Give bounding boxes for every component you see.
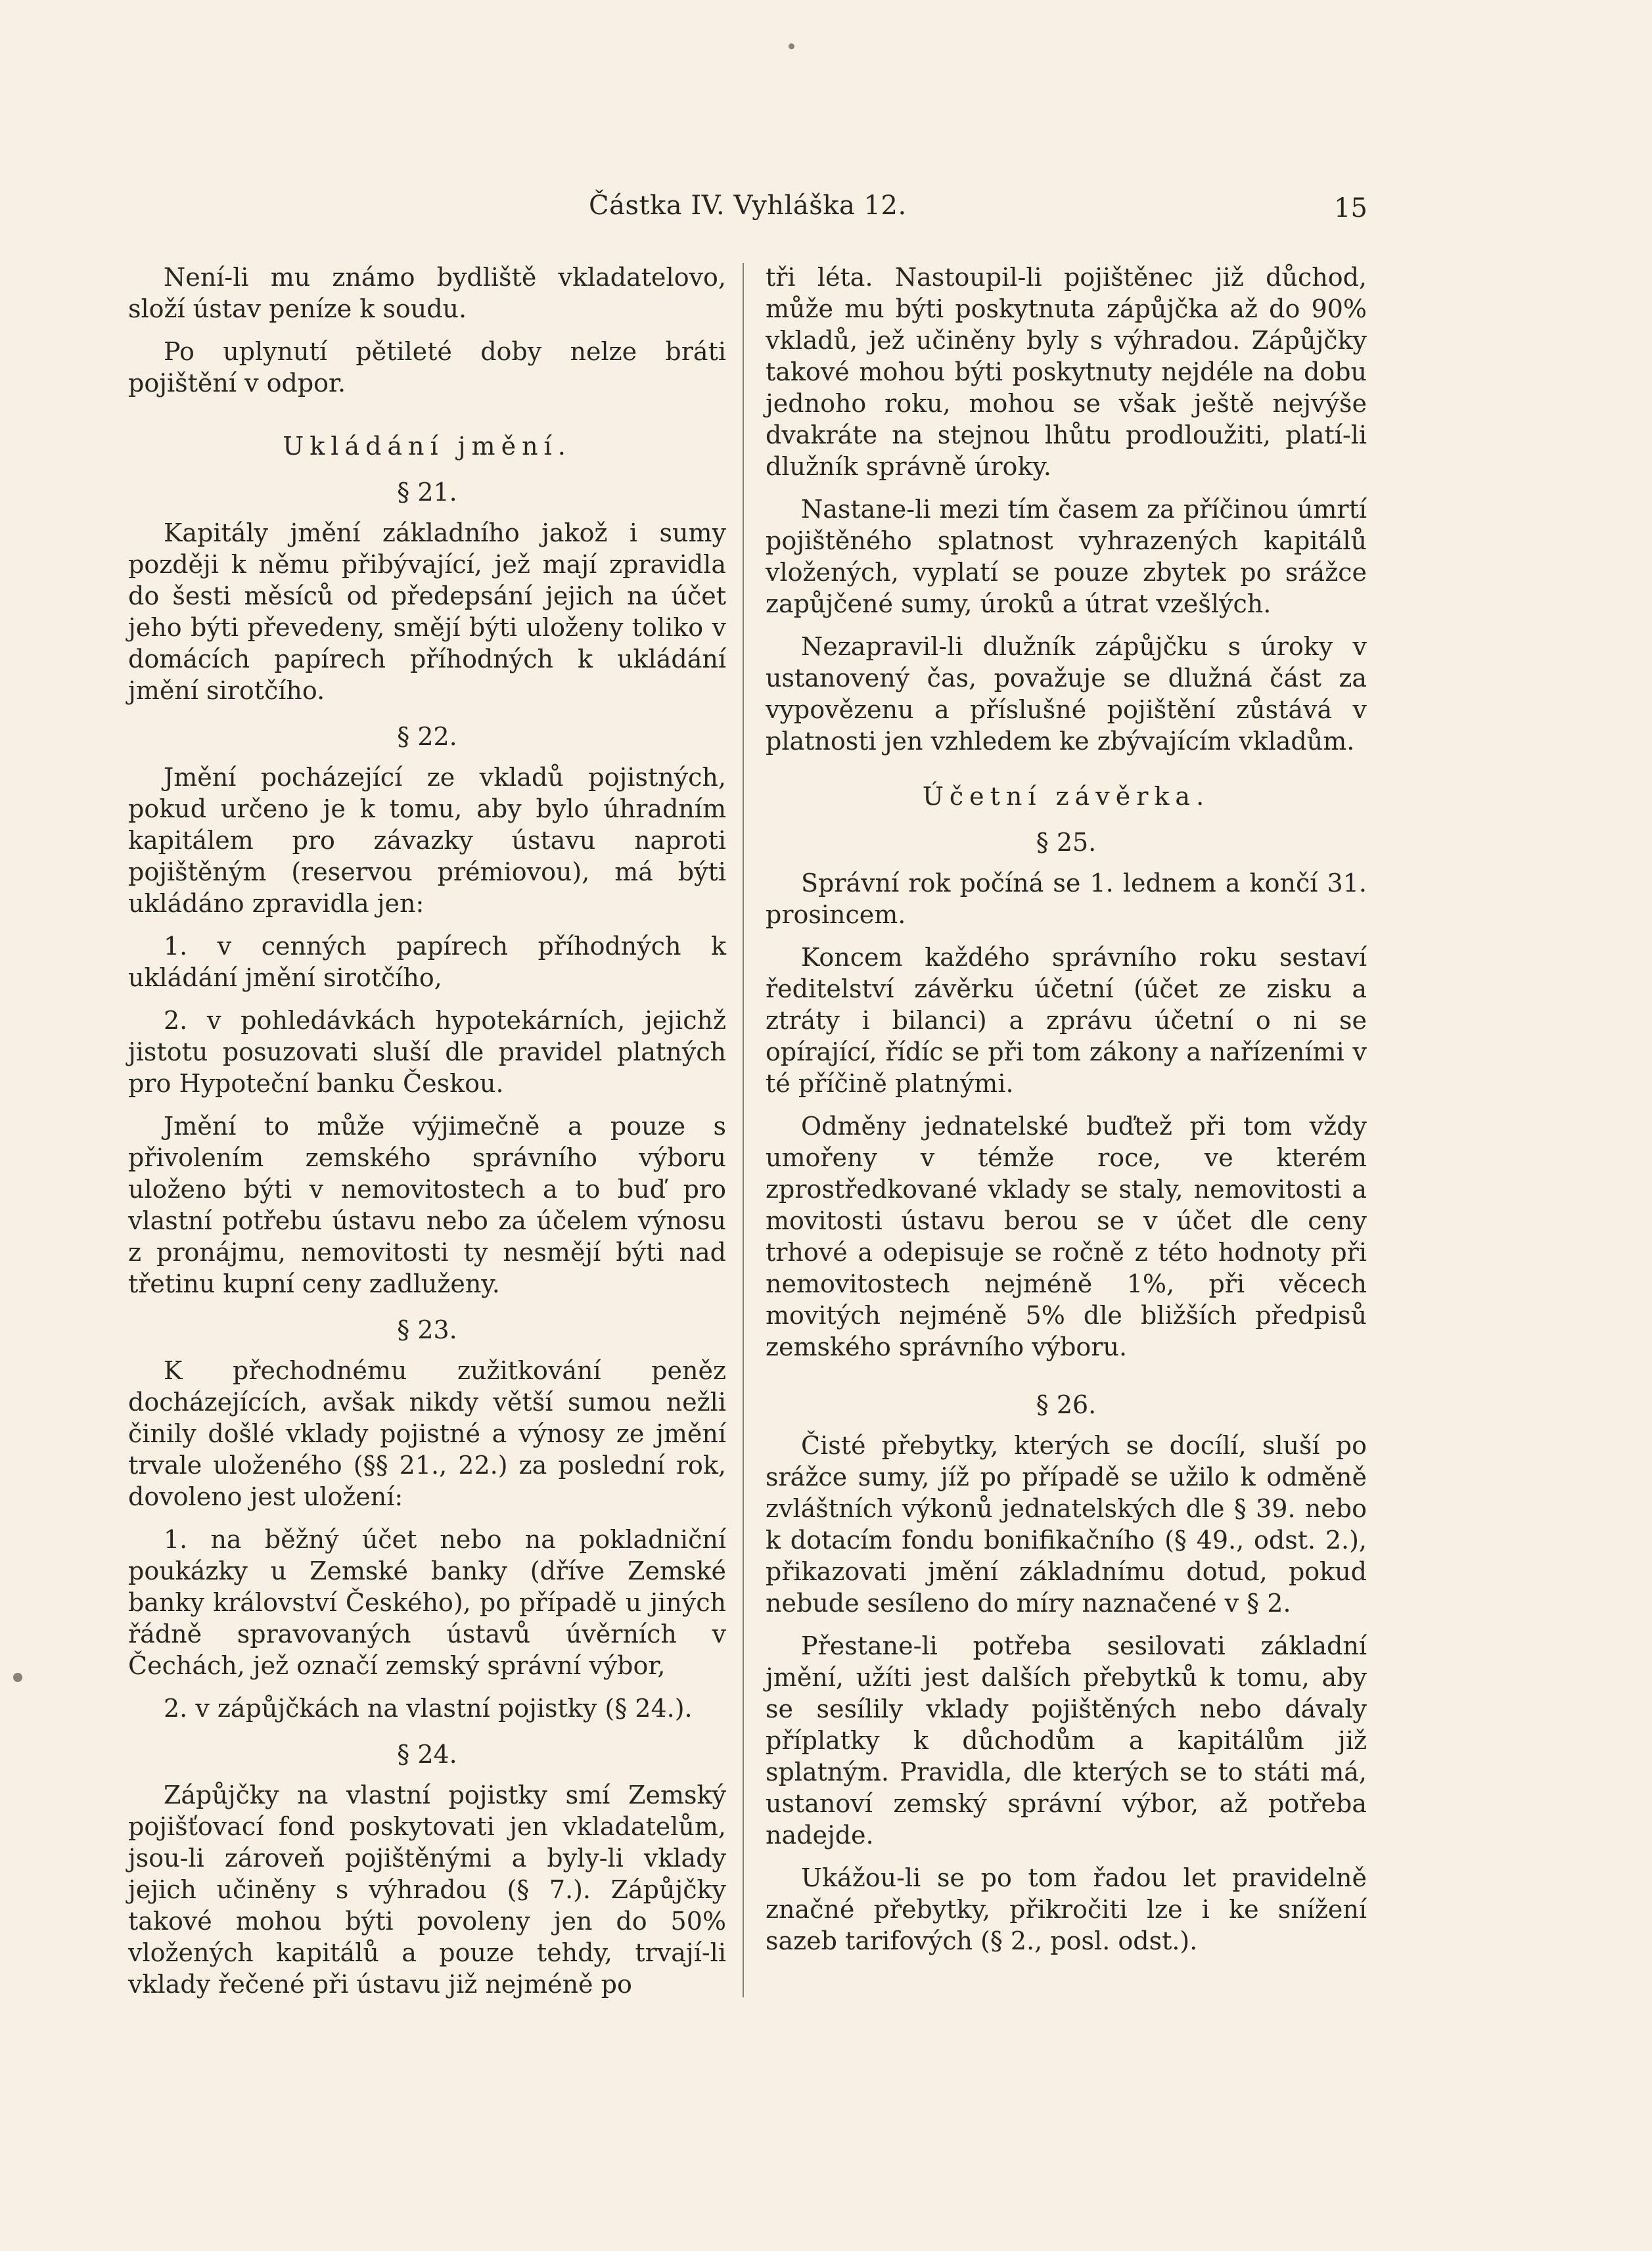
paragraph: Jmění to může výjimečně a pouze s přivolením zemského správního výboru uloženo býti v nemovitostech a to buď pro vlastní potřebu ústavu nebo za účelem výnosu z pronájmu, nemovitosti ty nesmějí býti nad třetinu kupní ceny zadluženy.	[128, 1112, 726, 1298]
paragraph: K přechodnému zužitkování peněz docházejících, avšak nikdy větší sumou nežli činily došlé vklady pojistné a výnosy ze jmění trvale uloženého (§§ 21., 22.) za poslední rok, dovoleno jest uložení:	[128, 1356, 726, 1511]
paper-speck	[789, 43, 794, 49]
page-header	[0, 191, 1652, 230]
right-column	[766, 261, 1367, 1968]
paragraph: Není-li mu známo bydliště vkladatelovo, složí ústav peníze k soudu.	[128, 263, 726, 323]
section-number: § 23.	[397, 1315, 457, 1344]
list-item: 2. v zápůjčkách na vlastní pojistky (§ 24.).	[164, 1694, 693, 1723]
list-item: 2. v pohledávkách hypotekárních, jejichž jistotu posuzovati sluší dle pravidel platných pro Hypoteční banku Českou.	[128, 1006, 726, 1098]
paragraph: Přestane-li potřeba sesilovati základní jmění, užíti jest dalších přebytků k tomu, aby se sesílily vklady pojištěných nebo dávaly příplatky k důchodům a kapitálům již splatným. Pravidla, dle kterých se to státi má, ustanoví zemský správní výbor, až potřeba nadejde.	[766, 1631, 1367, 1850]
paragraph: Nezapravil-li dlužník zápůjčku s úroky v ustanovený čas, považuje se dlužná část za vypovězenu a příslušné pojištění zůstává v platnosti jen vzhledem ke zbývajícím vkladům.	[766, 632, 1367, 756]
section-number: § 24.	[397, 1740, 457, 1769]
section-number: § 22.	[397, 722, 457, 751]
section-heading: Účetní závěrka.	[922, 782, 1210, 811]
paragraph: Čisté přebytky, kterých se docílí, sluší po srážce sumy, jíž po případě se užilo k odměně zvláštních výkonů jednatelských dle § 39. nebo k dotacím fondu bonifikačního (§ 49., odst. 2.), přikazovati jmění základnímu dotud, pokud nebude sesíleno do míry naznačené v § 2.	[766, 1431, 1367, 1618]
section-number: § 21.	[397, 478, 457, 507]
paragraph: Po uplynutí pětileté doby nelze bráti pojištění v odpor.	[128, 337, 726, 398]
left-column	[128, 261, 726, 2011]
section-number: § 26.	[1036, 1390, 1097, 1419]
paragraph-continuation: tři léta. Nastoupil-li pojištěnec již důchod, může mu býti poskytnuta zápůjčka až do 90% vkladů, jež učiněny byly s výhradou. Zápůjčky takové mohou býti poskytnuty nejdéle na dobu jednoho roku, mohou se však ještě nejvýše dvakráte na stejnou lhůtu prodloužiti, platí-li dlužník správně úroky.	[766, 263, 1367, 481]
paragraph: Odměny jednatelské buďtež při tom vždy umořeny v témže roce, ve kterém zprostředkované vklady se staly, nemovitosti a movitosti ústavu berou se v účet dle ceny trhové a odepisuje se ročně z této hodnoty při nemovitostech nejméně 1%, při věcech movitých nejméně 5% dle bližších předpisů zemského správního výboru.	[766, 1112, 1367, 1361]
paragraph: Jmění pocházející ze vkladů pojistných, pokud určeno je k tomu, aby bylo úhradním kapitálem pro závazky ústavu naproti pojištěným (reservou prémiovou), má býti ukládáno zpravidla jen:	[128, 763, 726, 918]
list-item: 1. na běžný účet nebo na pokladniční poukázky u Zemské banky (dříve Zemské banky království Českého), po případě u jiných řádně spravovaných ústavů úvěrních v Čechách, jež označí zemský správní výbor,	[128, 1525, 726, 1680]
header-title: Částka IV. Vyhláška 12.	[589, 191, 907, 221]
paragraph: Koncem každého správního roku sestaví ředitelství závěrku účetní (účet ze zisku a ztráty i bilanci) a zprávu účetní o ni se opírající, řídíc se při tom zákony a nařízeními v té příčině platnými.	[766, 943, 1367, 1098]
column-divider	[743, 263, 744, 1997]
paper-speck	[13, 1673, 22, 1682]
section-heading: Ukládání jmění.	[283, 432, 572, 461]
paragraph: Ukážou-li se po tom řadou let pravidelně značné přebytky, přikročiti lze i ke snížení sazeb tarifových (§ 2., posl. odst.).	[766, 1863, 1367, 1955]
section-number: § 25.	[1036, 828, 1097, 857]
paragraph: Správní rok počíná se 1. lednem a končí 31. prosincem.	[766, 869, 1367, 929]
paragraph: Nastane-li mezi tím časem za příčinou úmrtí pojištěného splatnost vyhrazených kapitálů vložených, vyplatí se pouze zbytek po srážce zapůjčené sumy, úroků a útrat vzešlých.	[766, 495, 1367, 618]
paragraph: Kapitály jmění základního jakož i sumy později k němu přibývající, jež mají zpravidla do šesti měsíců od předepsání jejich na účet jeho býti převedeny, smějí býti uloženy toliko v domácích papírech příhodných k ukládání jmění sirotčího.	[128, 518, 726, 705]
list-item: 1. v cenných papírech příhodných k ukládání jmění sirotčího,	[128, 932, 726, 992]
page-number: 15	[1334, 193, 1367, 223]
paragraph: Zápůjčky na vlastní pojistky smí Zemský pojišťovací fond poskytovati jen vkladatelům, jsou-li zároveň pojištěnými a byly-li vklady jejich učiněny s výhradou (§ 7.). Zápůjčky takové mohou býti povoleny jen do 50% vložených kapitálů a pouze tehdy, trvají-li vklady řečené při ústavu již nejméně po	[128, 1781, 726, 1999]
